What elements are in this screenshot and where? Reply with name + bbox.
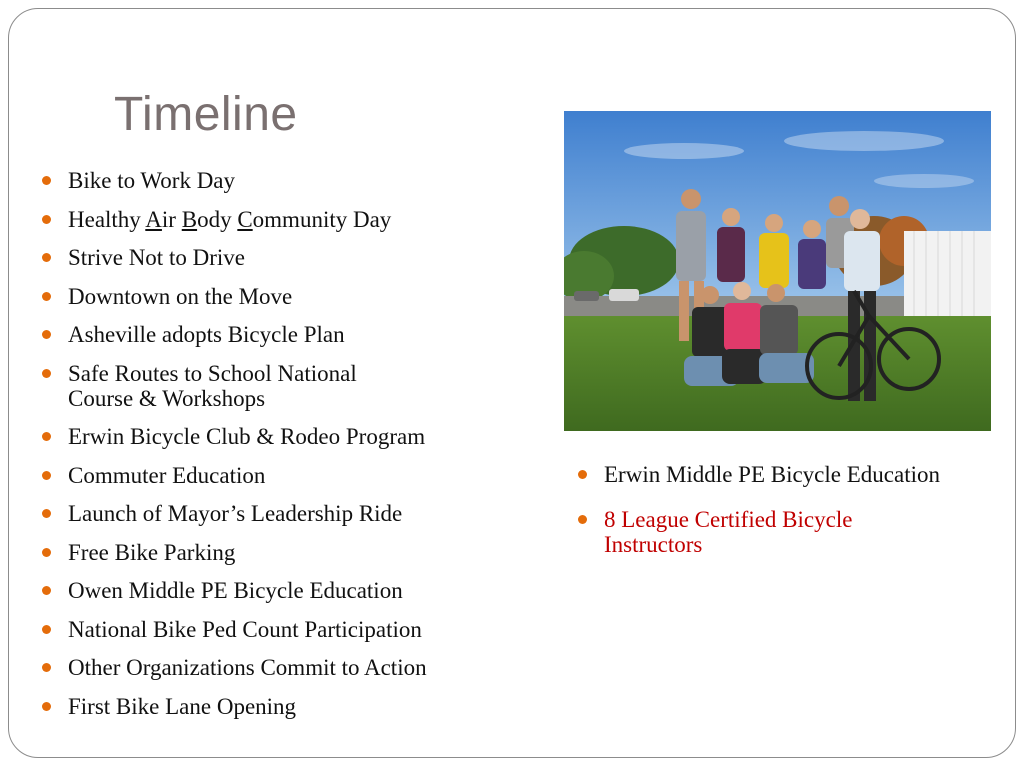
timeline-item [40,361,540,411]
bullet-icon [42,215,51,224]
caption-item-text: 8 League Certified Bicycle Instructors [604,507,853,557]
caption-item [576,462,1016,487]
bullet-icon [42,548,51,557]
timeline-item [40,655,540,680]
timeline-item-text: Strive Not to Drive [68,245,245,270]
timeline-item-text: Erwin Bicycle Club & Rodeo Program [68,424,426,449]
timeline-item-text: Asheville adopts Bicycle Plan [68,322,345,347]
photo-caption-list [576,462,1016,577]
timeline-item [40,463,540,488]
bullet-icon [578,515,587,524]
bullet-icon [42,702,51,711]
timeline-item-text: Commuter Education [68,462,266,488]
bullet-icon [42,369,51,378]
bullet-icon [42,432,51,441]
bullet-icon [578,470,587,479]
timeline-item-text: First Bike Lane Opening [68,693,297,719]
timeline-item [40,501,540,526]
slide-title: Timeline [114,88,298,141]
timeline-item-text: Healthy Air Body Community Day [68,206,392,232]
bullet-icon [42,509,51,518]
timeline-list [40,168,540,732]
timeline-item [40,424,540,449]
timeline-item-text: Downtown on the Move [68,283,293,309]
bullet-icon [42,253,51,262]
timeline-item [40,540,540,565]
bullet-icon [42,663,51,672]
bullet-icon [42,471,51,480]
timeline-item [40,207,540,232]
caption-item [576,507,1016,557]
timeline-item-text: Other Organizations Commit to Action [68,655,427,680]
timeline-item-text: Free Bike Parking [68,539,236,565]
timeline-item [40,245,540,270]
caption-item-text: Erwin Middle PE Bicycle Education [604,462,940,487]
timeline-item-text: Owen Middle PE Bicycle Education [68,578,403,603]
group-photo [564,111,991,431]
bullet-icon [42,625,51,634]
slide [8,8,1016,758]
bullet-icon [42,330,51,339]
timeline-item [40,322,540,347]
timeline-item-text: Bike to Work Day [68,168,236,193]
timeline-item [40,168,540,193]
timeline-item [40,284,540,309]
bullet-icon [42,586,51,595]
timeline-item [40,617,540,642]
timeline-item-text: Safe Routes to School National Course & Workshops [68,360,357,411]
timeline-item-text: Launch of Mayor’s Leadership Ride [68,501,403,526]
bullet-icon [42,292,51,301]
timeline-item [40,578,540,603]
bullet-icon [42,176,51,185]
timeline-item-text: National Bike Ped Count Participation [68,616,422,642]
timeline-item [40,694,540,719]
group-photo-illustration [564,111,991,431]
